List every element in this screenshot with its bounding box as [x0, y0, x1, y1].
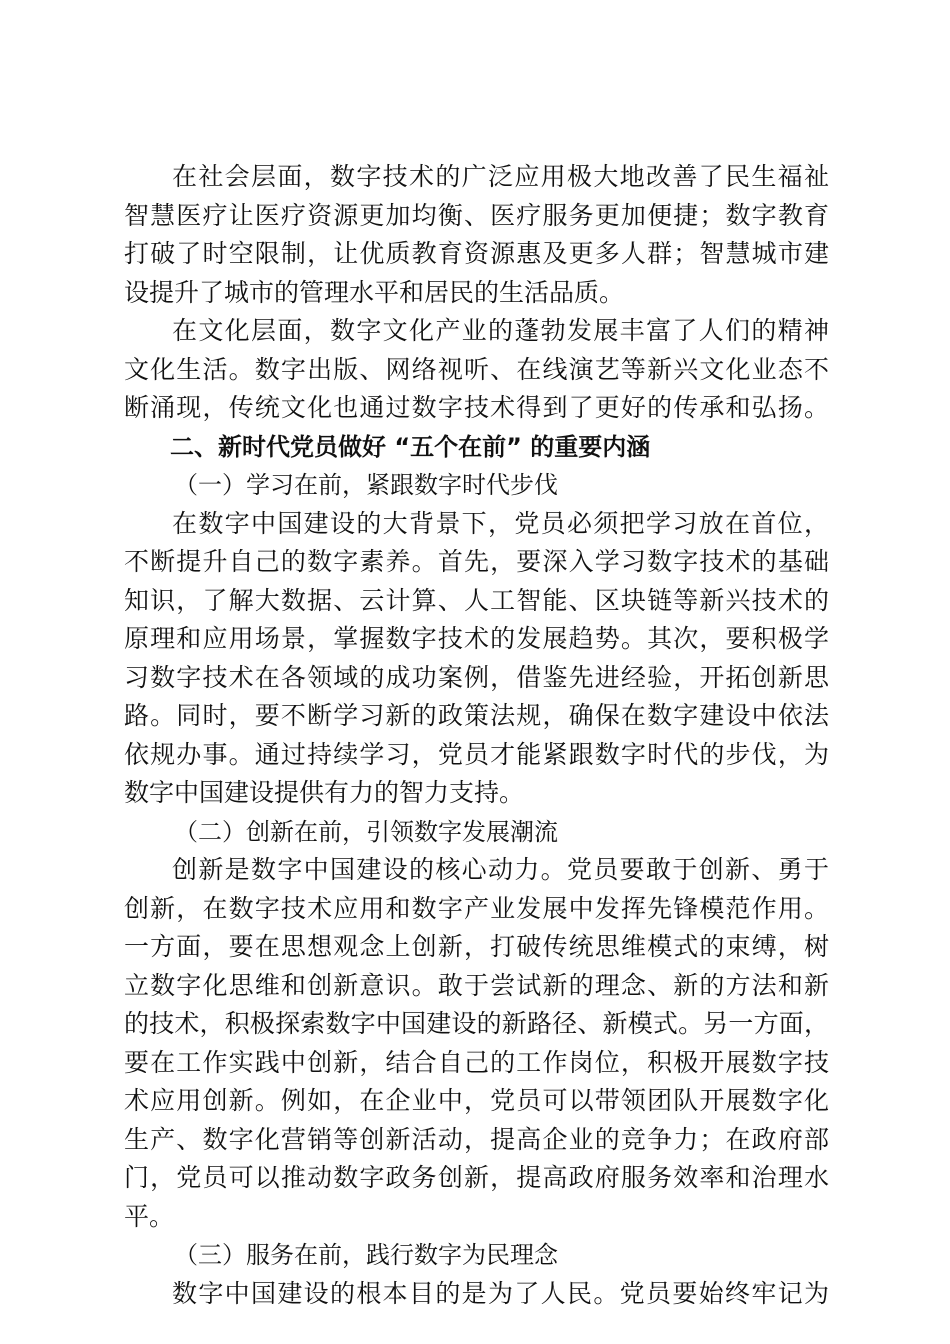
paragraph-line: 原理和应用场景，掌握数字技术的发展趋势。其次，要积极学 — [124, 624, 829, 653]
paragraph-line: 依规办事。通过持续学习，党员才能紧跟数字时代的步伐，为 — [124, 739, 829, 769]
paragraph-line: 门，党员可以推动数字政务创新，提高政府服务效率和治理水 — [124, 1163, 829, 1192]
subsection-heading: （三）服务在前，践行数字为民理念 — [174, 1241, 558, 1269]
paragraph-line: 智慧医疗让医疗资源更加均衡、医疗服务更加便捷；数字教育 — [124, 200, 829, 230]
paragraph-line: 设提升了城市的管理水平和居民的生活品质。 — [124, 277, 625, 307]
paragraph-line: 断涌现，传统文化也通过数字技术得到了更好的传承和弘扬。 — [124, 393, 829, 422]
subsection-heading: （一）学习在前，紧跟数字时代步伐 — [174, 471, 558, 499]
paragraph-line: 在社会层面，数字技术的广泛应用极大地改善了民生福祉 — [172, 162, 829, 191]
paragraph-line: 文化生活。数字出版、网络视听、在线演艺等新兴文化业态不 — [124, 354, 829, 384]
paragraph-line: 习数字技术在各领域的成功案例，借鉴先进经验，开拓创新思 — [124, 662, 829, 692]
paragraph-line: 平。 — [124, 1201, 175, 1231]
subsection-heading: （二）创新在前，引领数字发展潮流 — [174, 817, 558, 846]
paragraph-line: 知识，了解大数据、云计算、人工智能、区块链等新兴技术的 — [124, 585, 829, 615]
paragraph-line: 术应用创新。例如，在企业中，党员可以带领团队开展数字化 — [124, 1086, 829, 1115]
paragraph-line: 数字中国建设提供有力的智力支持。 — [124, 778, 525, 807]
paragraph-line: 生产、数字化营销等创新活动，提高企业的竞争力；在政府部 — [124, 1124, 829, 1154]
section-heading: 二、新时代党员做好 “五个在前” 的重要内涵 — [170, 432, 651, 461]
paragraph-line: 的技术，积极探索数字中国建设的新路径、新模式。另一方面， — [124, 1009, 829, 1038]
document-body — [124, 158, 829, 1313]
paragraph-line: 要在工作实践中创新，结合自己的工作岗位，积极开展数字技 — [124, 1047, 829, 1077]
paragraph-line: 在文化层面，数字文化产业的蓬勃发展丰富了人们的精神 — [172, 316, 829, 345]
paragraph-line: 数字中国建设的根本目的是为了人民。党员要始终牢记为 — [172, 1278, 829, 1308]
paragraph-line: 创新是数字中国建设的核心动力。党员要敢于创新、勇于 — [172, 855, 829, 884]
paragraph-line: 在数字中国建设的大背景下，党员必须把学习放在首位， — [172, 508, 829, 538]
paragraph-line: 立数字化思维和创新意识。敢于尝试新的理念、新的方法和新 — [124, 970, 829, 1000]
paragraph-line: 路。同时，要不断学习新的政策法规，确保在数字建设中依法 — [124, 701, 829, 730]
paragraph-line: 一方面，要在思想观念上创新，打破传统思维模式的束缚，树 — [124, 932, 829, 961]
paragraph-line: 打破了时空限制，让优质教育资源惠及更多人群；智慧城市建 — [124, 239, 829, 268]
paragraph-line: 不断提升自己的数字素养。首先，要深入学习数字技术的基础 — [124, 547, 829, 576]
paragraph-line: 创新，在数字技术应用和数字产业发展中发挥先锋模范作用。 — [124, 893, 829, 923]
